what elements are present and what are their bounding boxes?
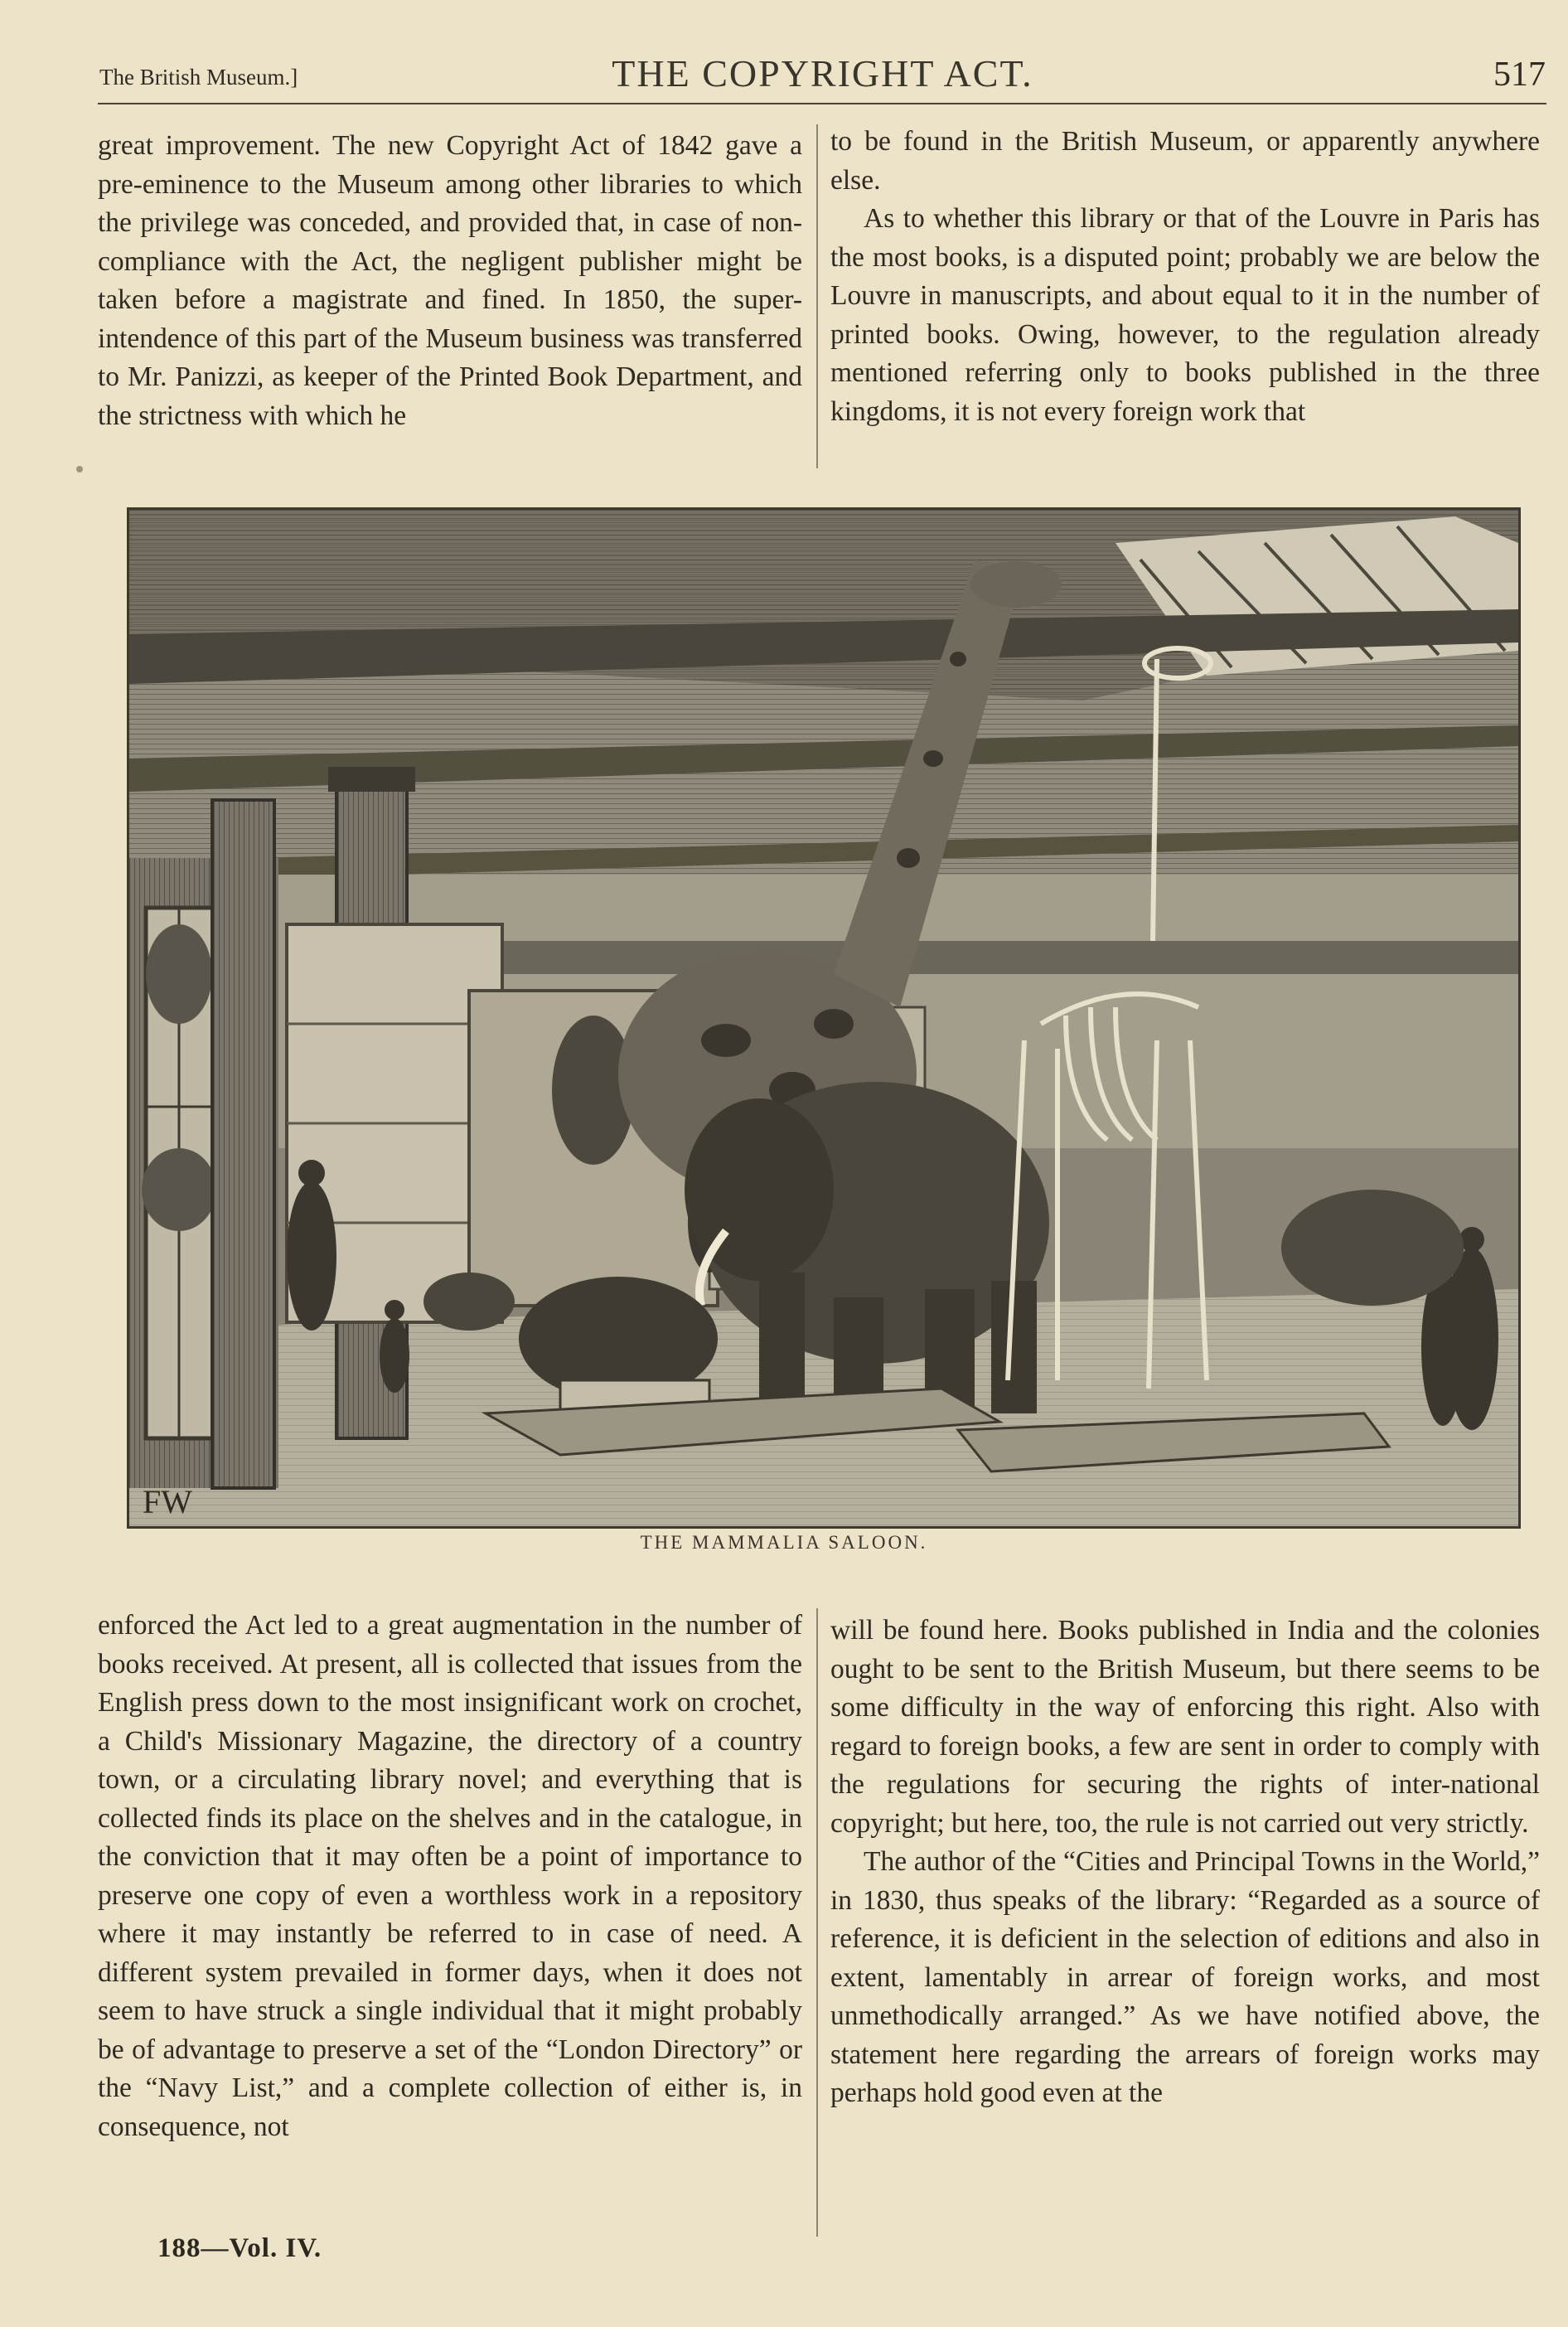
paragraph: enforced the Act led to a great augmentation in the number of books received. At present, all is collected that issues from the English press down to the most insignificant work on crochet, a Child's Missionary Magazine, the directory of a country town, or a circulating library novel; and everything that is collected finds its place on the shelves and in the catalogue, in the conviction that it may often be a point of importance to preserve one copy of even a worthless work in a repository where it may instantly be referred to in case of need. A different system prevailed in former days, when it does not seem to have struck a single individual that it might probably be of advantage to preserve a set of the “London Directory” or the “Navy List,” and a complete collection of either is, in consequence, not bbox=[98, 1610, 802, 2142]
text-column-top-left bbox=[98, 127, 802, 435]
signature-mark: 188—Vol. IV. bbox=[157, 2233, 322, 2263]
paragraph: will be found here. Books published in India and the colonies ought to be sent to the British Museum, but there seems to be some difficulty in the way of enforcing this right. Also with regard to foreign books, a few are sent in order to comply with the regulations for securing the rights of inter-national copyright; but here, too, the rule is not carried out very strictly. bbox=[830, 1615, 1540, 1839]
paragraph: The author of the “Cities and Principal Towns in the World,” in 1830, thus speaks of the library: “Regarded as a source of reference, it is deficient in the selection of editions and also in extent, lamentably in arrear of foreign works, and most unmethodically arranged.” As we have notified above, the statement here regarding the arrears of foreign works may perhaps hold good even at the bbox=[830, 1846, 1540, 2108]
header-rule bbox=[98, 103, 1546, 104]
page-title: THE COPYRIGHT ACT. bbox=[612, 52, 1033, 95]
paper-speck bbox=[76, 466, 83, 473]
paragraph: great improvement. The new Copyright Act of 1842 gave a pre-eminence to the Museum among other libraries to which the privilege was conceded, and provided that, in case of non-compliance with the Act, the negligent publisher might be taken before a magistrate and fined. In 1850, the super-intendence of this part of the Museum business was transferred to Mr. Panizzi, as keeper of the Printed Book Department, and the strictness with which he bbox=[98, 130, 802, 431]
mammalia-saloon-engraving bbox=[127, 507, 1521, 1529]
section-label: The British Museum.] bbox=[99, 65, 298, 90]
paragraph: As to whether this library or that of the Louvre in Paris has the most books, is a disputed point; probably we are below the Louvre in manuscripts, and about equal to it in the number of printed books. Owing, however, to the regulation already mentioned referring only to books published in the three kingdoms, it is not every foreign work that bbox=[830, 203, 1540, 427]
column-divider-bottom bbox=[816, 1608, 818, 2237]
page-number: 517 bbox=[1493, 56, 1546, 94]
engraving-drawing bbox=[129, 510, 1518, 1526]
engraver-mark: FW bbox=[143, 1483, 192, 1520]
running-header bbox=[99, 51, 1546, 103]
column-divider-top bbox=[816, 124, 818, 468]
text-column-top-right bbox=[830, 123, 1540, 431]
text-column-bottom-left bbox=[98, 1607, 802, 2146]
illustration-caption: THE MAMMALIA SALOON. bbox=[640, 1532, 928, 1553]
text-column-bottom-right bbox=[830, 1612, 1540, 2113]
paragraph: to be found in the British Museum, or apparently anywhere else. bbox=[830, 126, 1540, 196]
